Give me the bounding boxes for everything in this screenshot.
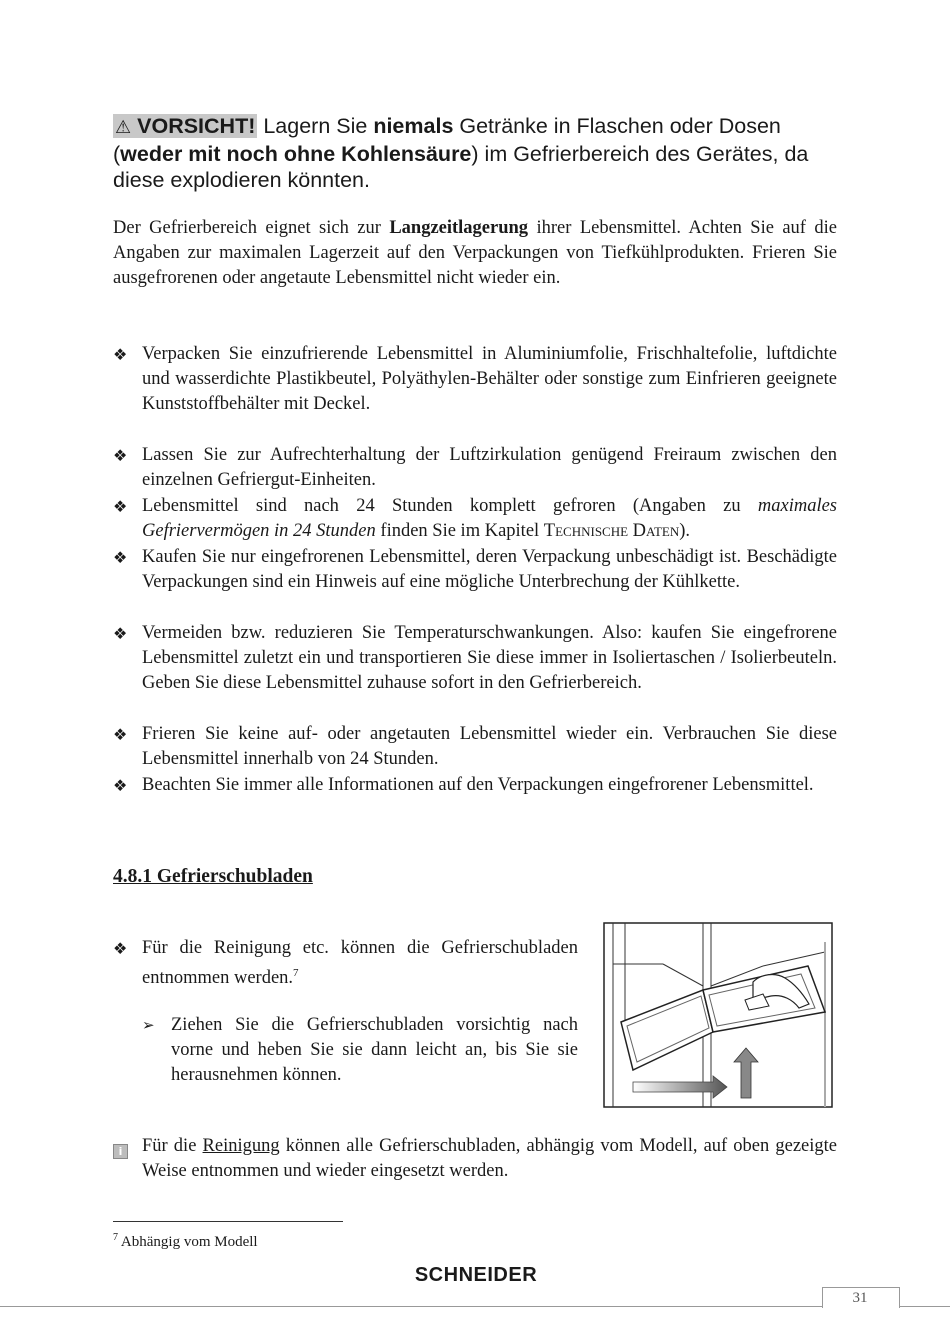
footnote-divider bbox=[113, 1221, 343, 1222]
diamond-bullet-icon: ❖ bbox=[113, 548, 128, 567]
list-item bbox=[113, 936, 578, 991]
chapter-reference: Technische Daten bbox=[543, 521, 680, 541]
text: ). bbox=[679, 521, 691, 541]
text: Für die Reinigung etc. können die Gefrierschubladen entnommen werden. bbox=[142, 938, 578, 989]
warning-text: Getränke in Flaschen oder Dosen ( bbox=[113, 114, 781, 166]
list-item-text: Kaufen Sie nur eingefrorenen Lebensmittel, deren Verpackung unbeschädigt ist. Beschädigte Verpackungen sind ein Hinweis auf eine mögliche Unterbrechung der Kühlkette. bbox=[142, 547, 837, 592]
info-note bbox=[113, 1134, 837, 1184]
footer-rule bbox=[0, 1306, 950, 1307]
list-item-text: Beachten Sie immer alle Informationen auf den Verpackungen eingefrorener Lebensmittel. bbox=[142, 775, 814, 795]
text: Lebensmittel sind nach 24 Stunden komplett gefroren (Angaben zu bbox=[142, 496, 758, 516]
footnote-reference[interactable]: 7 bbox=[293, 967, 299, 979]
text: finden Sie im Kapitel bbox=[375, 521, 544, 541]
diamond-bullet-icon: ❖ bbox=[113, 497, 128, 516]
footnote bbox=[113, 1232, 258, 1251]
sub-list-item bbox=[142, 1013, 578, 1088]
warning-label-text: VORSICHT! bbox=[137, 114, 256, 138]
diamond-bullet-icon: ❖ bbox=[113, 345, 128, 364]
text: können alle Gefrierschubladen, abhängig vom Modell, auf oben gezeigte Weise entnommen und wieder eingesetzt werden. bbox=[142, 1136, 837, 1181]
list-item bbox=[113, 494, 837, 544]
diamond-bullet-icon: ❖ bbox=[113, 624, 128, 643]
diamond-bullet-icon: ❖ bbox=[113, 446, 128, 465]
list-item bbox=[113, 773, 837, 798]
warning-emphasis: niemals bbox=[373, 114, 454, 138]
list-item-text: Vermeiden bzw. reduzieren Sie Temperaturschwankungen. Also: kaufen Sie eingefrorene Lebensmittel zuletzt ein und transportieren Sie diese immer in Isoliertaschen / Isolierbeuteln. Geben Sie diese Lebensmittel zuhause sofort in den Gefrierbereich. bbox=[142, 623, 837, 693]
list-item-text: Lassen Sie zur Aufrechterhaltung der Luftzirkulation genügend Freiraum zwischen den einzelnen Gefriergut-Einheiten. bbox=[142, 445, 837, 490]
info-icon-wrap bbox=[113, 1137, 135, 1162]
intro-paragraph bbox=[113, 216, 837, 291]
section-heading: 4.8.1 Gefrierschubladen bbox=[113, 866, 313, 887]
warning-paragraph bbox=[113, 113, 837, 193]
warning-text: Lagern Sie bbox=[257, 114, 374, 138]
sub-list-item-text: Ziehen Sie die Gefrierschubladen vorsichtig nach vorne und heben Sie sie dann leicht an, bis Sie sie herausnehmen können. bbox=[171, 1015, 578, 1085]
info-note-text bbox=[142, 1134, 837, 1184]
warning-label bbox=[113, 114, 257, 138]
list-item-text: Verpacken Sie einzufrierende Lebensmittel in Aluminiumfolie, Frischhaltefolie, luftdichte und wasserdichte Plastikbeutel, Polyäthylen-Behälter oder sonstige zum Einfrieren geeignete Kunststoffbehälter mit Deckel. bbox=[142, 344, 837, 414]
warning-triangle-icon: ⚠ bbox=[115, 117, 132, 138]
diamond-bullet-icon: ❖ bbox=[113, 776, 128, 795]
list-item-text bbox=[142, 936, 578, 991]
italic-term: maximales Gefriervermögen in 24 Stunden bbox=[142, 496, 837, 541]
list-item bbox=[113, 545, 837, 595]
diamond-bullet-icon: ❖ bbox=[113, 725, 128, 744]
list-item-text: Frieren Sie keine auf- oder angetauten Lebensmittel wieder ein. Verbrauchen Sie diese Lebensmittel innerhalb von 24 Stunden. bbox=[142, 724, 837, 769]
intro-text: Der Gefrierbereich eignet sich zur bbox=[113, 218, 390, 238]
schneider-logo bbox=[396, 1263, 556, 1285]
list-item bbox=[113, 443, 837, 493]
warning-text: ) im Gefrierbereich des Gerätes, da diese explodieren könnten. bbox=[113, 142, 809, 192]
warning-emphasis: weder mit noch ohne Kohlensäure bbox=[120, 142, 472, 166]
logo-text: SCHNEIDER bbox=[414, 1264, 538, 1285]
arrow-bullet-icon: ➢ bbox=[142, 1016, 155, 1034]
drawer-removal-illustration bbox=[603, 922, 833, 1108]
footnote-text: Abhängig vom Modell bbox=[118, 1234, 258, 1250]
page-number: 31 bbox=[852, 1290, 868, 1306]
info-icon: i bbox=[113, 1144, 128, 1159]
list-item bbox=[113, 621, 837, 696]
list-item bbox=[113, 722, 837, 772]
reinigung-link[interactable]: Reinigung bbox=[202, 1136, 280, 1156]
intro-text: ihrer Lebensmittel. Achten Sie auf die Angaben zur maximalen Lagerzeit auf den Verpackungen von Tiefkühlprodukten. Frieren Sie ausgefrorenen oder angetaute Lebensmittel nicht wieder ein. bbox=[113, 218, 837, 288]
intro-emphasis: Langzeitlagerung bbox=[389, 218, 529, 238]
diamond-bullet-icon: ❖ bbox=[113, 939, 128, 958]
list-item bbox=[113, 342, 837, 417]
list-item-text bbox=[142, 494, 837, 544]
footnote-number: 7 bbox=[113, 1232, 118, 1243]
text: Für die bbox=[142, 1136, 203, 1156]
